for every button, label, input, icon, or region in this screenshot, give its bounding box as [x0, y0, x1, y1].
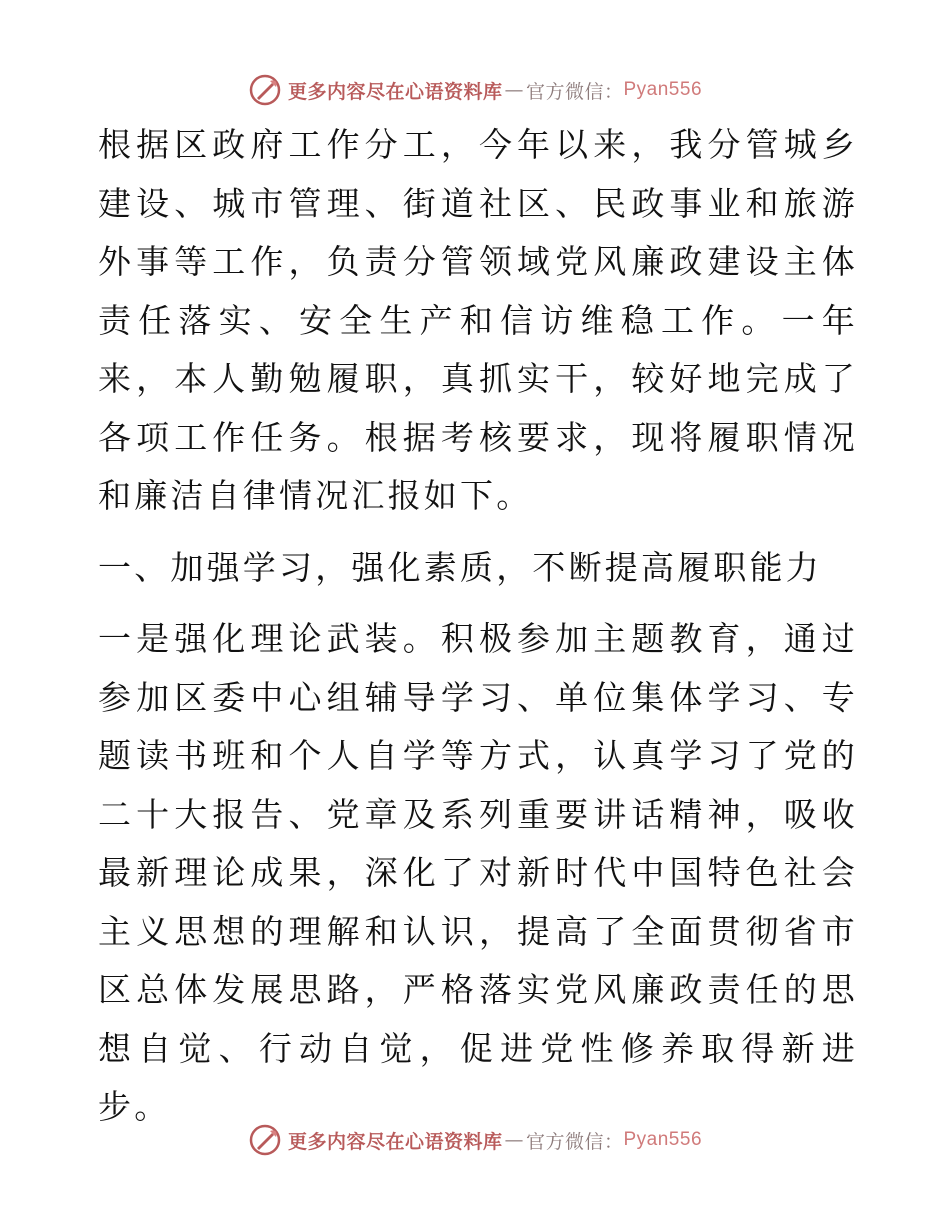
- banner-dash: —: [504, 1129, 524, 1151]
- banner-brand: 更多内容尽在心语资料库: [287, 80, 503, 103]
- document-body: [98, 116, 858, 1137]
- banner-contact-prefix: 官方微信：: [525, 80, 624, 103]
- header-banner: [0, 70, 950, 110]
- banner-dash: —: [504, 79, 524, 101]
- section-heading: 一、加强学习，强化素质，不断提高履职能力: [98, 547, 822, 587]
- banner-wechat-id: Pyan556: [623, 79, 703, 100]
- footer-banner: [0, 1120, 950, 1160]
- quill-logo-icon: [248, 1123, 282, 1157]
- body-paragraph: 一是强化理论武装。积极参加主题教育，通过参加区委中心组辅导学习、单位集体学习、专题读书班和个人自学等方式，认真学习了党的二十大报告、党章及系列重要讲话精神，吸收最新理论成果，深化了对新时代中国特色社会主义思想的理解和认识，提高了全面贯彻省市区总体发展思路，严格落实党风廉政责任的思想自觉、行动自觉，促进党性修养取得新进步。: [98, 619, 858, 1126]
- intro-paragraph: 根据区政府工作分工，今年以来，我分管城乡建设、城市管理、街道社区、民政事业和旅游外事等工作，负责分管领域党风廉政建设主体责任落实、安全生产和信访维稳工作。一年来，本人勤勉履职，真抓实干，较好地完成了各项工作任务。根据考核要求，现将履职情况和廉洁自律情况汇报如下。: [98, 125, 858, 515]
- banner-contact-prefix: 官方微信：: [525, 1130, 624, 1153]
- banner-wechat-id: Pyan556: [623, 1129, 703, 1150]
- quill-logo-icon: [248, 73, 282, 107]
- banner-brand: 更多内容尽在心语资料库: [287, 1130, 503, 1153]
